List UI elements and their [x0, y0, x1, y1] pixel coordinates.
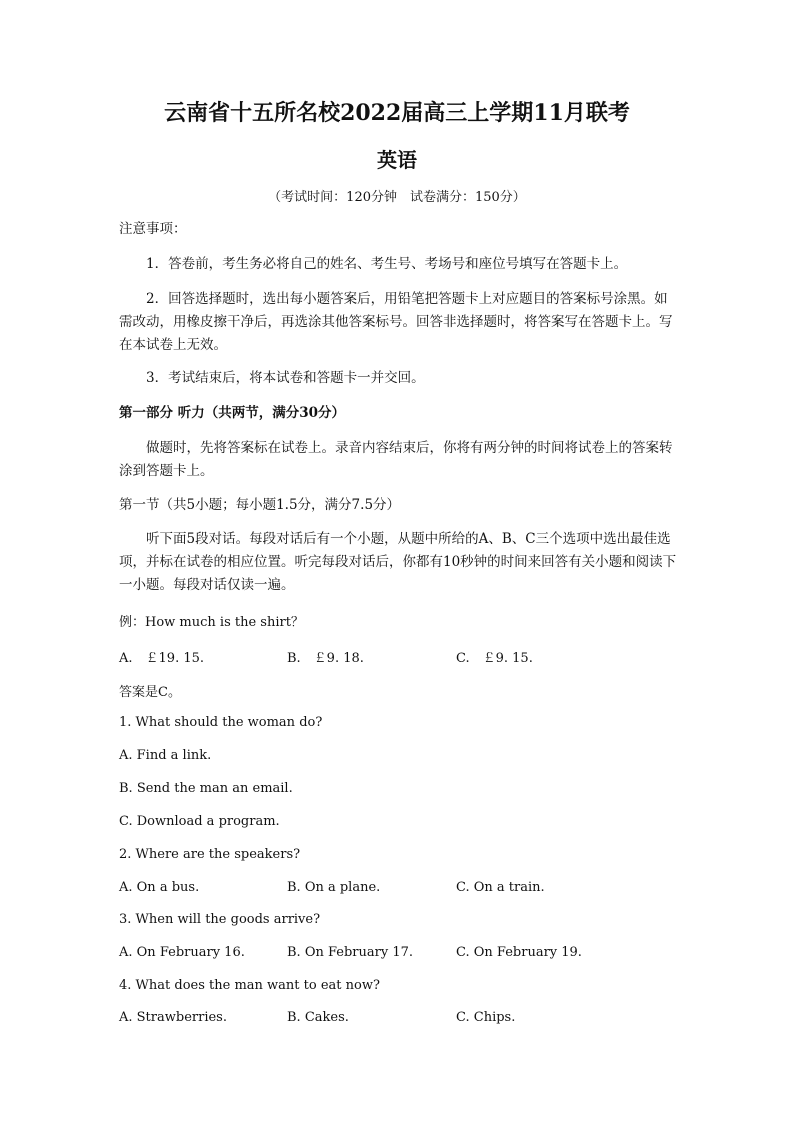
option-a: A. Strawberries.	[119, 1010, 227, 1025]
note-item-1: 1．答卷前，考生务必将自己的姓名、考生号、考场号和座位号填写在答题卡上。	[146, 256, 628, 272]
example-options	[119, 647, 679, 669]
question-1-option-b: B. Send the man an email.	[119, 781, 293, 796]
option-b: B. On February 17.	[287, 945, 414, 960]
question-4-options	[119, 1010, 679, 1032]
option-b: B. ￡9. 18.	[287, 651, 364, 666]
exam-title: 云南省十五所名校2022届高三上学期11月联考	[164, 100, 630, 126]
example-question: 例：How much is the shirt？	[119, 615, 304, 630]
part1-instruction: 做题时，先将答案标在试卷上。录音内容结束后，你将有两分钟的时间将试卷上的答案转涂到答题卡上。	[119, 440, 673, 479]
note-item-3: 3．考试结束后，将本试卷和答题卡一并交回。	[146, 370, 425, 386]
question-1: 1. What should the woman do?	[119, 715, 323, 730]
option-c: C. Chips.	[456, 1010, 516, 1025]
option-b: B. On a plane.	[287, 880, 381, 895]
option-c: C. ￡9. 15.	[456, 651, 533, 666]
option-c: C. On a train.	[456, 880, 545, 895]
section1-heading: 第一节（共5小题；每小题1.5分，满分7.5分）	[119, 497, 401, 513]
notes-heading: 注意事项：	[119, 221, 187, 237]
subject-title: 英语	[377, 148, 417, 172]
question-3-options	[119, 945, 679, 967]
option-a: A. ￡19. 15.	[119, 651, 205, 666]
part1-heading: 第一部分 听力（共两节，满分30分）	[119, 405, 345, 421]
option-a: A. On February 16.	[119, 945, 245, 960]
exam-info: （考试时间：120分钟 试卷满分：150分）	[268, 190, 526, 205]
question-4: 4. What does the man want to eat now?	[119, 978, 380, 993]
option-b: B. Cakes.	[287, 1010, 349, 1025]
note-item-2: 2．回答选择题时，选出每小题答案后，用铅笔把答题卡上对应题目的答案标号涂黑。如需改动，用橡皮擦干净后，再选涂其他答案标号。回答非选择题时，将答案写在答题卡上。写在本试卷上无效。	[119, 291, 673, 353]
option-c: C. On February 19.	[456, 945, 582, 960]
example-answer: 答案是C。	[119, 685, 181, 700]
option-a: A. On a bus.	[119, 880, 200, 895]
section1-instruction: 听下面5段对话。每段对话后有一个小题，从题中所给的A、B、C三个选项中选出最佳选项，并标在试卷的相应位置。听完每段对话后，你都有10秒钟的时间来回答有关小题和阅读下一小题。每段对话仅读一遍。	[119, 531, 677, 593]
question-1-option-a: A. Find a link.	[119, 748, 212, 763]
question-2-options	[119, 880, 679, 902]
question-1-option-c: C. Download a program.	[119, 814, 280, 829]
question-2: 2. Where are the speakers?	[119, 847, 301, 862]
question-3: 3. When will the goods arrive?	[119, 912, 321, 927]
